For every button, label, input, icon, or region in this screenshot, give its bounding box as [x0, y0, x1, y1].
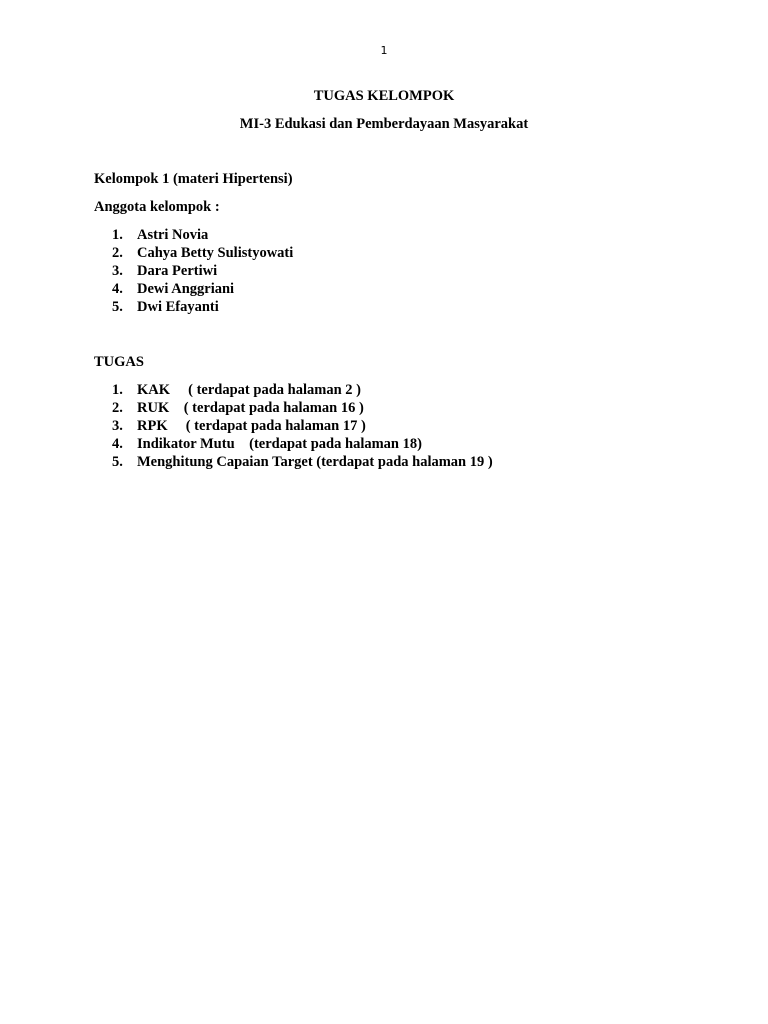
task-text: Indikator Mutu (terdapat pada halaman 18) — [137, 436, 422, 452]
list-item-number: 1. — [112, 227, 123, 243]
member-name: Dewi Anggriani — [137, 281, 235, 297]
list-item — [94, 298, 293, 316]
list-item — [94, 399, 493, 417]
document-subtitle: MI-3 Edukasi dan Pemberdayaan Masyarakat — [239, 116, 529, 132]
list-item — [94, 435, 493, 453]
members-list — [94, 226, 293, 316]
member-name: Astri Novia — [137, 227, 209, 243]
list-item — [94, 226, 293, 244]
list-item — [94, 381, 493, 399]
list-item — [94, 453, 493, 471]
page-number: 1 — [380, 44, 388, 57]
list-item — [94, 280, 293, 298]
list-item-number: 2. — [112, 400, 123, 416]
member-name: Dwi Efayanti — [137, 299, 219, 315]
list-item — [94, 417, 493, 435]
tasks-heading: TUGAS — [94, 354, 144, 370]
task-text: Menghitung Capaian Target (terdapat pada halaman 19 ) — [137, 454, 493, 470]
list-item-number: 5. — [112, 299, 123, 315]
member-name: Cahya Betty Sulistyowati — [137, 245, 294, 261]
task-text: RPK ( terdapat pada halaman 17 ) — [137, 418, 366, 434]
list-item-number: 5. — [112, 454, 123, 470]
list-item-number: 4. — [112, 436, 123, 452]
document-title: TUGAS KELOMPOK — [313, 88, 455, 104]
list-item-number: 3. — [112, 418, 123, 434]
list-item — [94, 262, 293, 280]
tasks-list — [94, 381, 493, 471]
list-item-number: 2. — [112, 245, 123, 261]
list-item-number: 3. — [112, 263, 123, 279]
members-heading: Anggota kelompok : — [94, 199, 220, 215]
task-text: RUK ( terdapat pada halaman 16 ) — [137, 400, 364, 416]
list-item-number: 1. — [112, 382, 123, 398]
member-name: Dara Pertiwi — [137, 263, 218, 279]
list-item — [94, 244, 293, 262]
group-label: Kelompok 1 (materi Hipertensi) — [94, 171, 293, 187]
list-item-number: 4. — [112, 281, 123, 297]
task-text: KAK ( terdapat pada halaman 2 ) — [137, 382, 361, 398]
